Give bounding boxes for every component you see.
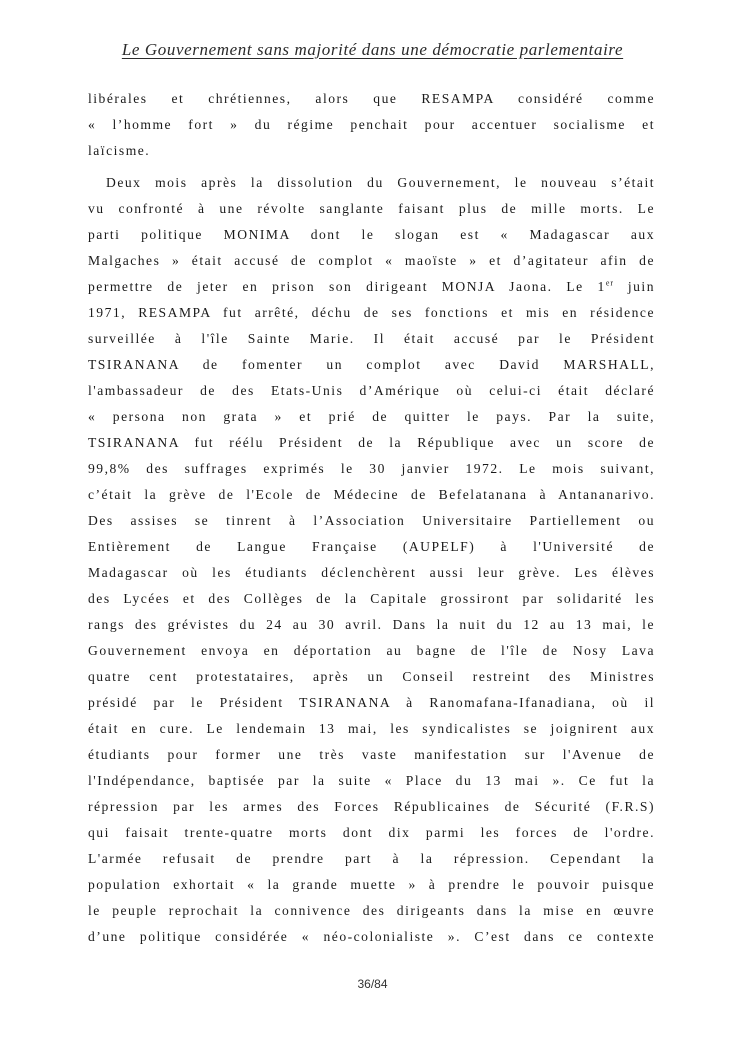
text-line-with-superscript [88, 274, 655, 300]
text-line: Des assises se tinrent à l’Association Universitaire Partiellement ou [88, 513, 655, 528]
text-line: population exhortait « la grande muette » à prendre le pouvoir puisque [88, 877, 655, 892]
text-line: Deux mois après la dissolution du Gouvernement, le nouveau s’était [106, 175, 655, 190]
text-line: c’était la grève de l'Ecole de Médecine de Befelatanana à Antananarivo. [88, 487, 655, 502]
text-segment: juin [614, 279, 655, 294]
text-line: Madagascar où les étudiants déclenchèrent aussi leur grève. Les élèves [88, 565, 655, 580]
text-line: quatre cent protestataires, après un Conseil restreint des Ministres [88, 669, 655, 684]
text-line: répression par les armes des Forces Républicaines de Sécurité (F.R.S) [88, 799, 655, 814]
text-line: « l’homme fort » du régime penchait pour accentuer socialisme et [88, 117, 655, 132]
text-line: surveillée à l'île Sainte Marie. Il était accusé par le Président [88, 331, 655, 346]
text-line: laïcisme. [88, 143, 151, 158]
page-header-title: Le Gouvernement sans majorité dans une démocratie parlementaire [121, 40, 624, 59]
superscript-ordinal: er [605, 278, 615, 288]
text-line: des Lycées et des Collèges de la Capitale grossiront par solidarité les [88, 591, 655, 606]
text-line: le peuple reprochait la connivence des dirigeants dans la mise en œuvre [88, 903, 655, 918]
page-number: 36/84 [357, 977, 388, 991]
paragraph-1 [88, 86, 655, 164]
text-line: Gouvernement envoya en déportation au bagne de l'île de Nosy Lava [88, 643, 655, 658]
text-line: parti politique MONIMA dont le slogan est « Madagascar aux [88, 227, 655, 242]
body-text [88, 86, 655, 950]
text-line: TSIRANANA fut réélu Président de la République avec un score de [88, 435, 655, 450]
text-line: 1971, RESAMPA fut arrêté, déchu de ses fonctions et mis en résidence [88, 305, 655, 320]
text-line: était en cure. Le lendemain 13 mai, les syndicalistes se joignirent aux [88, 721, 655, 736]
text-line: qui faisait trente-quatre morts dont dix parmi les forces de l'ordre. [88, 825, 655, 840]
text-line: « persona non grata » et prié de quitter le pays. Par la suite, [88, 409, 655, 424]
text-line: L'armée refusait de prendre part à la répression. Cependant la [88, 851, 655, 866]
paragraph-2 [88, 170, 655, 950]
text-line: libérales et chrétiennes, alors que RESAMPA considéré comme [88, 91, 655, 106]
text-segment: permettre de jeter en prison son dirigeant MONJA Jaona. Le 1 [88, 279, 606, 294]
text-line: d’une politique considérée « néo-colonialiste ». C’est dans ce contexte [88, 929, 655, 944]
text-line: étudiants pour former une très vaste manifestation sur l'Avenue de [88, 747, 655, 762]
text-line: vu confronté à une révolte sanglante faisant plus de mille morts. Le [88, 201, 655, 216]
text-line: TSIRANANA de fomenter un complot avec David MARSHALL, [88, 357, 655, 372]
text-line: Entièrement de Langue Française (AUPELF) à l'Université de [88, 539, 655, 554]
text-line: rangs des grévistes du 24 au 30 avril. Dans la nuit du 12 au 13 mai, le [88, 617, 655, 632]
text-line: l'ambassadeur de des Etats-Unis d’Amérique où celui-ci était déclaré [88, 383, 655, 398]
text-line: 99,8% des suffrages exprimés le 30 janvier 1972. Le mois suivant, [88, 461, 655, 476]
text-line: présidé par le Président TSIRANANA à Ranomafana-Ifanadiana, où il [88, 695, 655, 710]
text-line: l'Indépendance, baptisée par la suite « Place du 13 mai ». Ce fut la [88, 773, 655, 788]
text-line: Malgaches » était accusé de complot « maoïste » et d’agitateur afin de [88, 253, 655, 268]
